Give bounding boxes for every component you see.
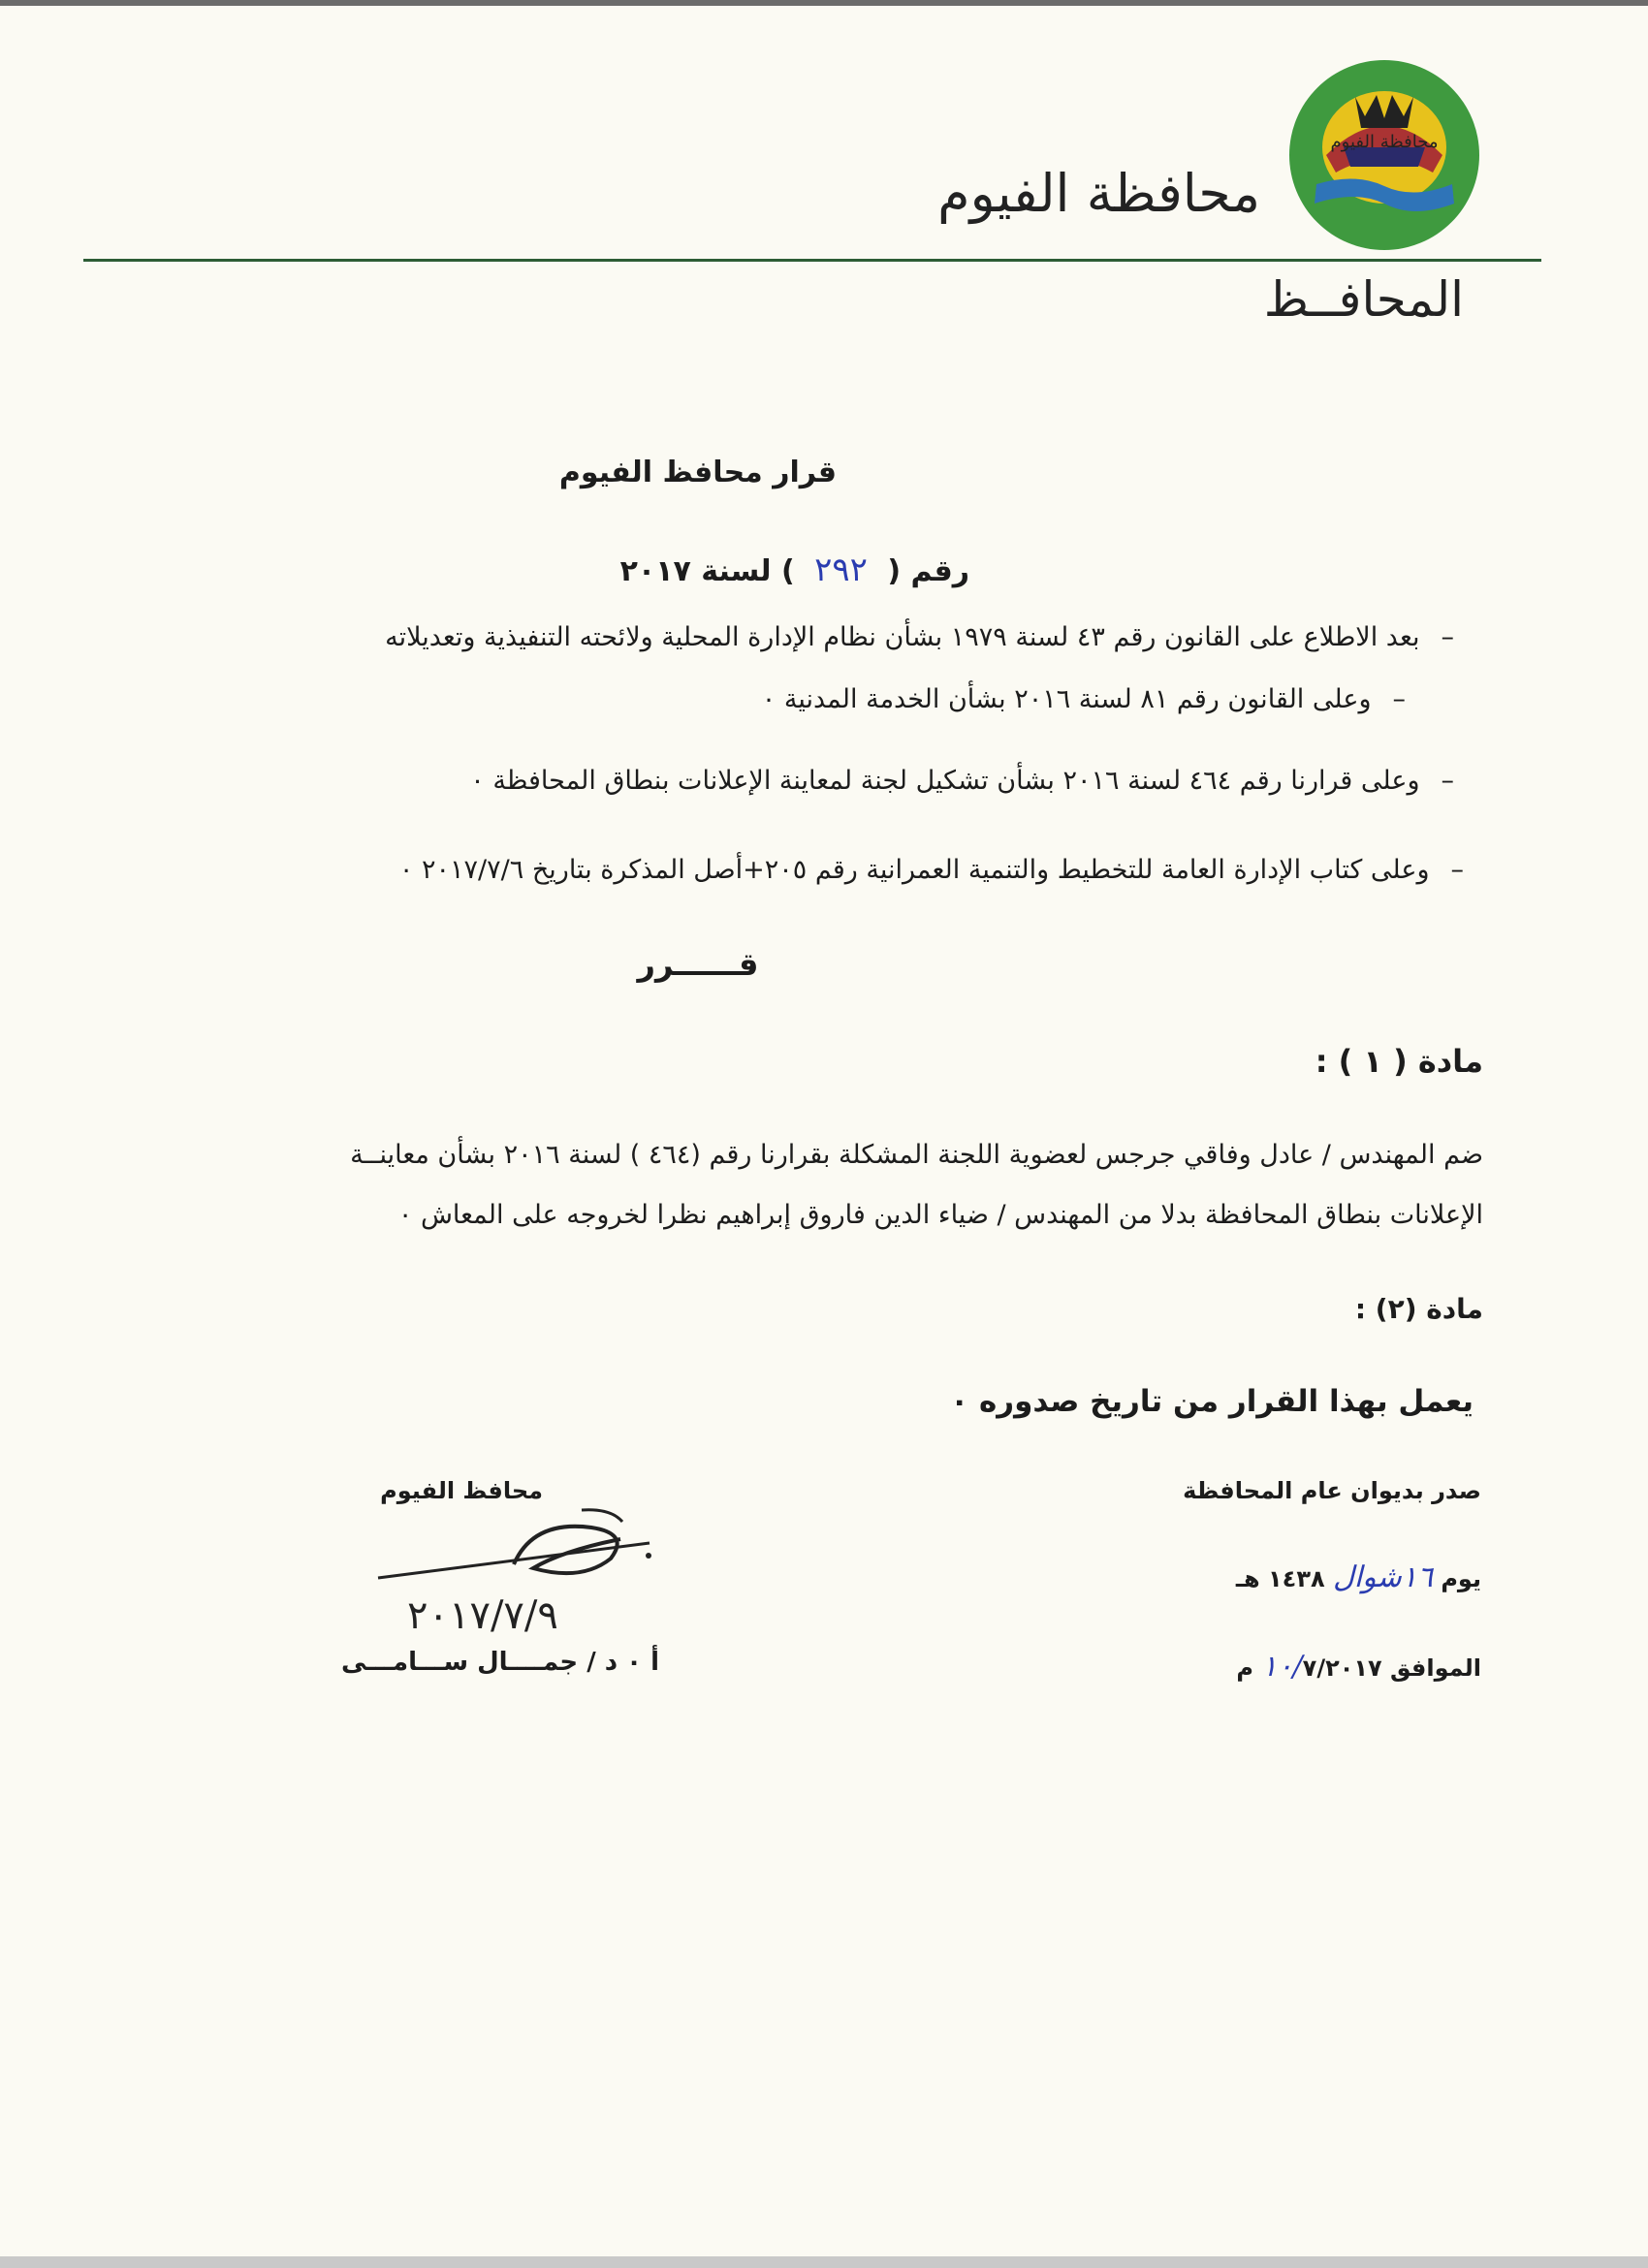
signatory-title: محافظ الفيوم (380, 1477, 543, 1504)
preamble-item: –وعلى القانون رقم ٨١ لسنة ٢٠١٦ بشأن الخدمة المدنية ٠ (761, 684, 1406, 714)
signature-date: ٢٠١٧/٧/٩ (407, 1593, 558, 1638)
scan-border-top (0, 0, 1648, 6)
article-2-label: مادة (٢) : (1354, 1293, 1483, 1325)
preamble-item: –بعد الاطلاع على القانون رقم ٤٣ لسنة ١٩٧٩ بشأن نظام الإدارة المحلية ولائحته التنفيذية وتعديلاته (385, 622, 1454, 652)
year-label: لسنة ٢٠١٧ (619, 554, 772, 588)
article-1-label: مادة ( ١ ) : (1315, 1043, 1483, 1080)
preamble-item: –وعلى كتاب الإدارة العامة للتخطيط والتنمية العمرانية رقم ٢٠٥+أصل المذكرة بتاريخ ٢٠١٧/٧/٦ ٠ (398, 855, 1464, 885)
article-2-text: يعمل بهذا القرار من تاريخ صدوره ٠ (950, 1384, 1474, 1419)
ink-dot (646, 1553, 651, 1559)
signature-image (368, 1500, 659, 1665)
decree-number-line: رقم ( ٢٩٢ ) لسنة ٢٠١٧ (619, 551, 969, 589)
number-value-handwritten: ٢٩٢ (814, 551, 868, 589)
number-label: رقم (910, 554, 969, 588)
governorate-name: محافظة الفيوم (937, 163, 1260, 224)
hijri-date-handwritten: ١٦شوال (1332, 1560, 1433, 1594)
hijri-date-line: يوم ١٦شوال ١٤٣٨ هـ (1235, 1560, 1481, 1594)
article-1-line: ضم المهندس / عادل وفاقي جرجس لعضوية اللجنة المشكلة بقرارنا رقم (٤٦٤ ) لسنة ٢٠١٦ بشأن معاينــة (350, 1140, 1483, 1170)
article-1-line: الإعلانات بنطاق المحافظة بدلا من المهندس / ضياء الدين فاروق إبراهيم نظرا لخروجه على المعاش ٠ (397, 1200, 1483, 1230)
issued-line: صدر بديوان عام المحافظة (1183, 1477, 1481, 1504)
gregorian-day-handwritten: ١٠/ (1261, 1650, 1303, 1684)
decided-heading: قــــــرر (637, 946, 759, 983)
header-divider (83, 259, 1541, 262)
preamble-item: –وعلى قرارنا رقم ٤٦٤ لسنة ٢٠١٦ بشأن تشكيل لجنة لمعاينة الإعلانات بنطاق المحافظة ٠ (470, 766, 1454, 796)
office-title: المحافــظ (1263, 271, 1464, 328)
governorate-logo (1287, 58, 1481, 252)
logo-text: محافظة الفيوم (1330, 132, 1439, 152)
gregorian-date-line: الموافق ١٠/٧/٢٠١٧ م (1236, 1650, 1481, 1684)
signatory-name: أ ٠ د / جمــــال ســـامـــى (341, 1648, 659, 1677)
decree-title: قرار محافظ الفيوم (558, 456, 838, 489)
scan-border-bottom (0, 2256, 1648, 2268)
